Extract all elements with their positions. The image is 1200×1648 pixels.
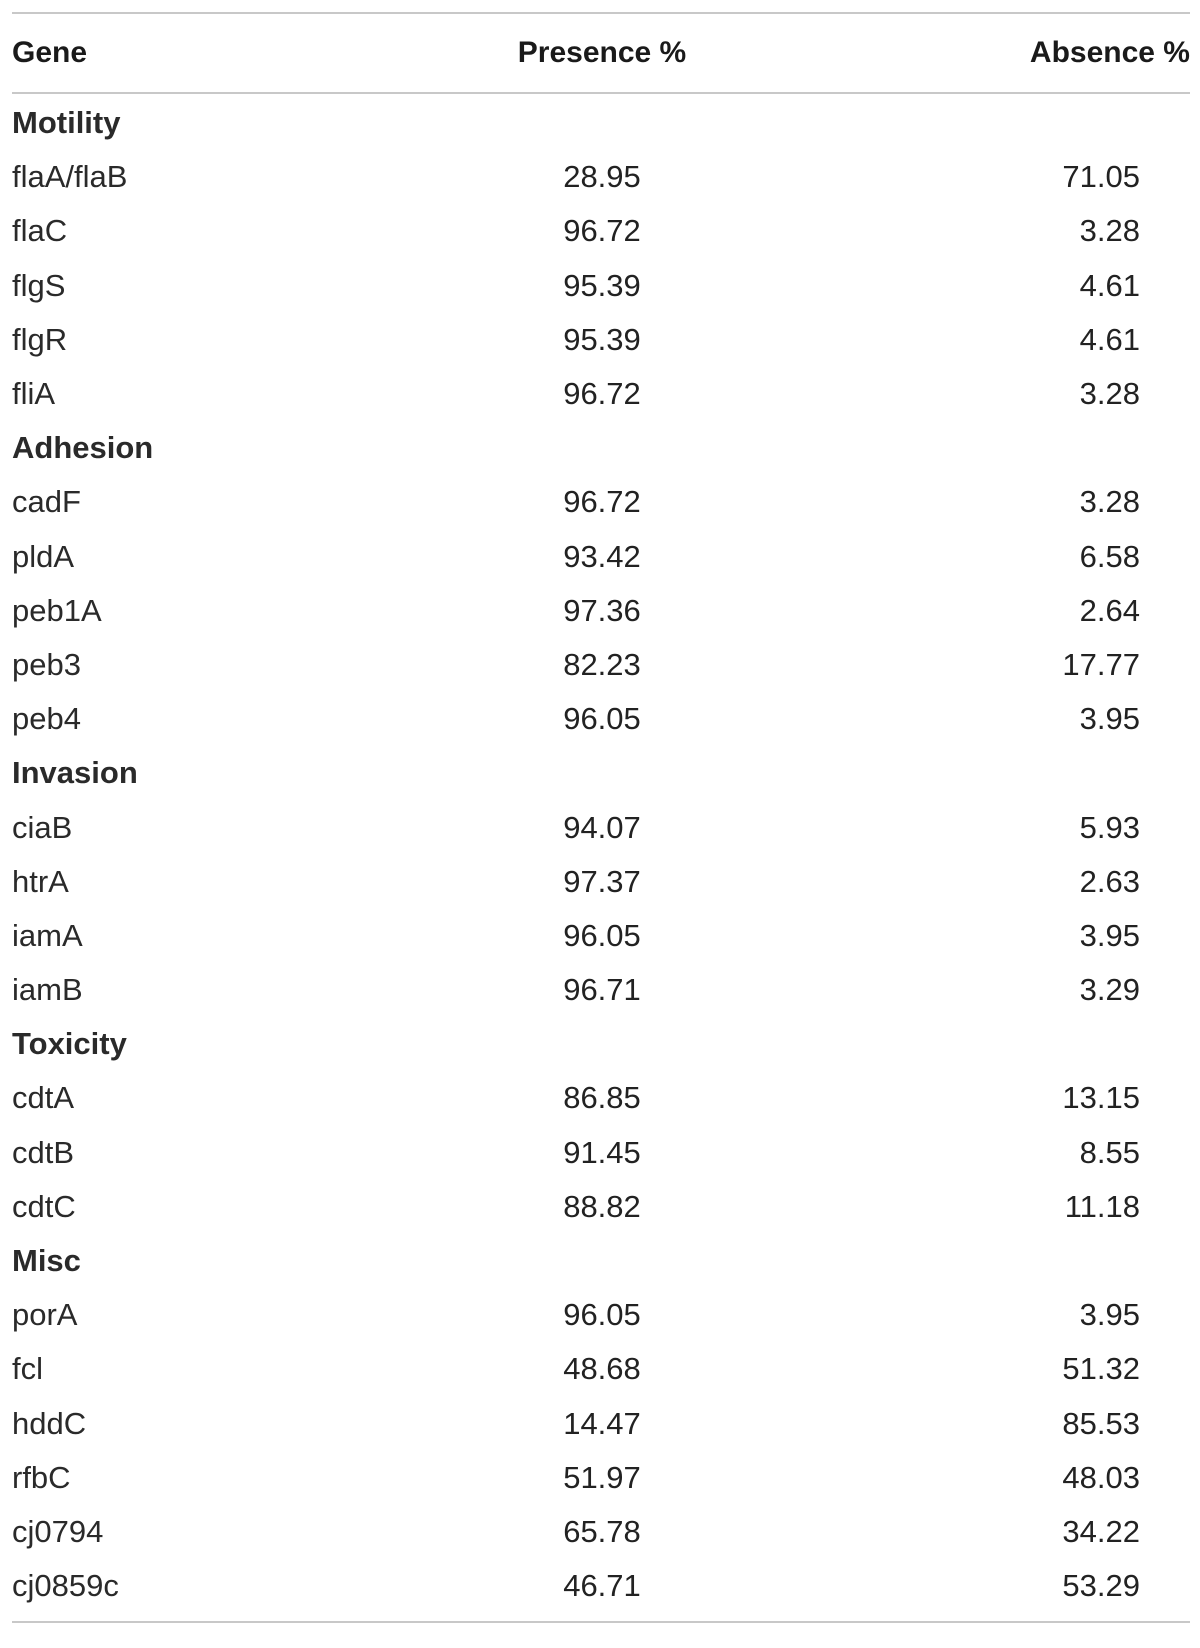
- table-row: [12, 475, 1190, 529]
- table-row: [12, 1071, 1190, 1125]
- absence-cell: 11.18: [1064, 1188, 1140, 1224]
- gene-cell: porA: [12, 1297, 78, 1333]
- gene-cell: cj0794: [12, 1513, 104, 1549]
- section-title: Misc: [12, 1243, 81, 1279]
- gene-cell: cdtB: [12, 1134, 75, 1170]
- table-row: [12, 313, 1190, 367]
- gene-cell: fliA: [12, 376, 56, 412]
- presence-cell: 48.68: [563, 1351, 641, 1387]
- absence-cell: 3.28: [1079, 213, 1140, 249]
- absence-cell: 48.03: [1062, 1459, 1140, 1495]
- gene-cell: ciaB: [12, 809, 73, 845]
- presence-cell: 96.72: [563, 484, 641, 520]
- gene-cell: iamB: [12, 972, 83, 1008]
- presence-cell: 14.47: [563, 1405, 641, 1441]
- table-row: [12, 530, 1190, 584]
- presence-cell: 51.97: [563, 1459, 641, 1495]
- absence-cell: 85.53: [1062, 1405, 1140, 1441]
- section-title: Motility: [12, 105, 121, 141]
- table-row: [12, 692, 1190, 746]
- table-row: [12, 204, 1190, 258]
- absence-cell: 6.58: [1079, 538, 1140, 574]
- table-row: [12, 150, 1190, 204]
- table-row: [12, 1342, 1190, 1396]
- absence-cell: 34.22: [1062, 1513, 1140, 1549]
- absence-cell: 2.63: [1079, 863, 1140, 899]
- absence-cell: 3.95: [1079, 917, 1140, 953]
- gene-cell: fcl: [12, 1351, 43, 1387]
- section-title: Adhesion: [12, 430, 154, 466]
- presence-cell: 96.05: [563, 701, 641, 737]
- gene-cell: peb4: [12, 701, 81, 737]
- absence-cell: 5.93: [1079, 809, 1140, 845]
- gene-cell: cdtC: [12, 1188, 76, 1224]
- presence-cell: 95.39: [563, 321, 641, 357]
- absence-cell: 3.28: [1079, 376, 1140, 412]
- table-row: [12, 855, 1190, 909]
- table-row: [12, 963, 1190, 1017]
- absence-cell: 13.15: [1062, 1080, 1140, 1116]
- table-row: [12, 1559, 1190, 1613]
- presence-cell: 94.07: [563, 809, 641, 845]
- gene-cell: rfbC: [12, 1459, 71, 1495]
- table-body: [12, 94, 1190, 1613]
- table-row: [12, 1451, 1190, 1505]
- gene-cell: flaC: [12, 213, 68, 249]
- table-header: [12, 14, 1190, 92]
- presence-cell: 88.82: [563, 1188, 641, 1224]
- presence-cell: 96.71: [563, 972, 641, 1008]
- gene-cell: cadF: [12, 484, 81, 520]
- presence-cell: 86.85: [563, 1080, 641, 1116]
- section-title: Toxicity: [12, 1026, 127, 1062]
- absence-cell: 51.32: [1062, 1351, 1140, 1387]
- section-title: Invasion: [12, 755, 138, 791]
- table-row: [12, 1397, 1190, 1451]
- presence-cell: 65.78: [563, 1513, 641, 1549]
- gene-cell: cj0859c: [12, 1568, 119, 1604]
- header-presence: Presence %: [517, 36, 687, 69]
- gene-cell: htrA: [12, 863, 69, 899]
- gene-cell: flaA/flaB: [12, 159, 128, 195]
- absence-cell: 3.95: [1079, 701, 1140, 737]
- gene-cell: hddC: [12, 1405, 87, 1441]
- gene-table: [12, 12, 1190, 1623]
- gene-cell: flgR: [12, 321, 68, 357]
- table-row: [12, 1126, 1190, 1180]
- presence-cell: 97.37: [563, 863, 641, 899]
- presence-cell: 95.39: [563, 267, 641, 303]
- table-row: [12, 259, 1190, 313]
- header-gene: Gene: [12, 36, 88, 69]
- absence-cell: 4.61: [1079, 321, 1140, 357]
- presence-cell: 28.95: [563, 159, 641, 195]
- bottom-rule: [12, 1621, 1190, 1623]
- header-absence: Absence %: [1029, 36, 1190, 69]
- presence-cell: 96.05: [563, 917, 641, 953]
- table-row: [12, 367, 1190, 421]
- gene-cell: iamA: [12, 917, 83, 953]
- absence-cell: 3.95: [1079, 1297, 1140, 1333]
- gene-cell: peb1A: [12, 592, 102, 628]
- gene-cell: cdtA: [12, 1080, 75, 1116]
- presence-cell: 82.23: [563, 646, 641, 682]
- absence-cell: 53.29: [1062, 1568, 1140, 1604]
- absence-cell: 3.29: [1079, 972, 1140, 1008]
- presence-cell: 96.72: [563, 213, 641, 249]
- gene-cell: peb3: [12, 646, 81, 682]
- absence-cell: 17.77: [1062, 646, 1140, 682]
- section-heading: [12, 96, 1190, 150]
- section-heading: [12, 1234, 1190, 1288]
- table-row: [12, 1505, 1190, 1559]
- presence-cell: 96.05: [563, 1297, 641, 1333]
- absence-cell: 4.61: [1079, 267, 1140, 303]
- table-row: [12, 1180, 1190, 1234]
- table-row: [12, 1288, 1190, 1342]
- presence-cell: 93.42: [563, 538, 641, 574]
- table-row: [12, 638, 1190, 692]
- table-row: [12, 584, 1190, 638]
- section-heading: [12, 1017, 1190, 1071]
- absence-cell: 2.64: [1079, 592, 1140, 628]
- presence-cell: 96.72: [563, 376, 641, 412]
- gene-cell: flgS: [12, 267, 66, 303]
- presence-cell: 97.36: [563, 592, 641, 628]
- absence-cell: 8.55: [1079, 1134, 1140, 1170]
- presence-cell: 91.45: [563, 1134, 641, 1170]
- table-row: [12, 800, 1190, 854]
- section-heading: [12, 421, 1190, 475]
- gene-cell: pldA: [12, 538, 75, 574]
- section-heading: [12, 746, 1190, 800]
- presence-cell: 46.71: [563, 1568, 641, 1604]
- table-row: [12, 909, 1190, 963]
- absence-cell: 3.28: [1079, 484, 1140, 520]
- absence-cell: 71.05: [1062, 159, 1140, 195]
